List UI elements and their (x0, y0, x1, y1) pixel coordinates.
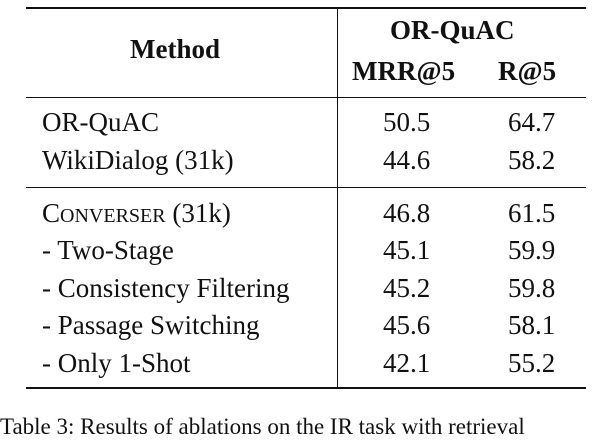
row-method-converser (42, 200, 231, 227)
row-method: - Only 1-Shot (42, 348, 191, 378)
row-method: OR-QuAC (42, 107, 160, 137)
row-mrr5: 45.2 (383, 273, 431, 303)
row-r5: 59.9 (508, 235, 556, 265)
row-mrr5: 45.6 (383, 310, 431, 340)
row-r5: 55.2 (508, 348, 556, 378)
method-suffix: (31k) (165, 198, 231, 228)
row-method: WikiDialog (31k) (42, 145, 234, 175)
section-rule (26, 187, 586, 188)
row-r5: 58.2 (508, 145, 556, 175)
header-method: Method (130, 34, 220, 64)
header-rule (26, 97, 586, 98)
header-r5: R@5 (498, 56, 557, 86)
bottom-rule (26, 387, 586, 389)
row-mrr5: 42.1 (383, 348, 431, 378)
row-r5: 59.8 (508, 273, 556, 303)
row-method: - Consistency Filtering (42, 273, 290, 303)
row-mrr5: 44.6 (383, 145, 431, 175)
table-caption: Table 3: Results of ablations on the IR task with retrieval (0, 414, 525, 439)
header-group-orquac: OR-QuAC (390, 15, 515, 45)
header-mrr5: MRR@5 (352, 56, 456, 86)
row-mrr5: 45.1 (383, 235, 431, 265)
row-r5: 61.5 (508, 198, 556, 228)
row-mrr5: 50.5 (383, 107, 431, 137)
row-method: - Passage Switching (42, 310, 260, 340)
row-r5: 64.7 (508, 107, 556, 137)
row-r5: 58.1 (508, 310, 556, 340)
row-method: - Two-Stage (42, 235, 174, 265)
smallcaps-rest: ONVERSER (60, 205, 166, 227)
smallcaps-initial: C (42, 198, 61, 228)
top-rule (26, 7, 586, 9)
row-mrr5: 46.8 (383, 198, 431, 228)
column-divider (337, 9, 338, 387)
